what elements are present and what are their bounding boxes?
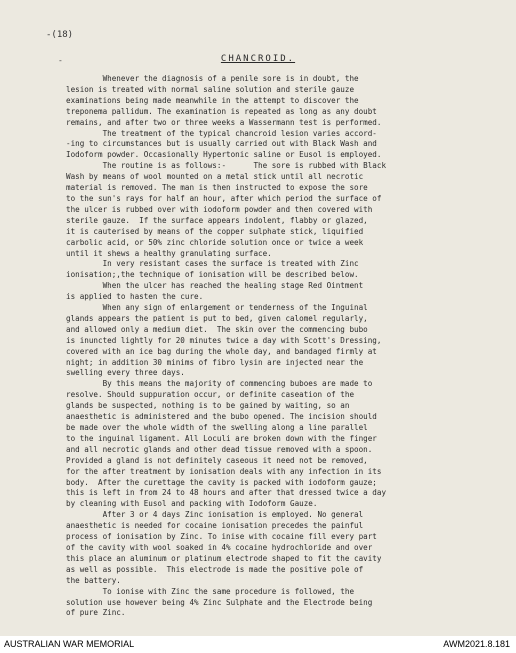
body-line: glands be suspected, nothing is to be gained by waiting, so an <box>66 401 350 411</box>
body-line: After 3 or 4 days Zinc ionisation is employed. No general <box>66 510 364 520</box>
body-line: Wash by means of wool mounted on a metal stick until all necrotic <box>66 172 364 182</box>
body-line: solution use however being 4% Zinc Sulphate and the Electrode being <box>66 597 373 607</box>
body-line: glands appears the patient is put to bed, given calomel regularly, <box>66 313 368 323</box>
body-line: To ionise with Zinc the same procedure is followed, the <box>66 586 355 596</box>
body-line: is applied to hasten the cure. <box>66 292 204 302</box>
body-line: treponema pallidum. The examination is repeated as long as any doubt <box>66 106 377 116</box>
body-line: sterile gauze. If the surface appears indolent, flabby or glazed, <box>66 215 368 225</box>
body-line: it is cauterised by means of the copper sulphate stick, liquified <box>66 226 364 236</box>
body-line: of pure Zinc. <box>66 608 126 618</box>
body-line: this is left in from 24 to 48 hours and after that dressed twice a day <box>66 488 387 498</box>
body-line: the ulcer is rubbed over with iodoform powder and then covered with <box>66 204 373 214</box>
body-line: anaesthetic is administered and the bubo opened. The incision should <box>66 412 377 422</box>
body-line: as well as possible. This electrode is made the positive pole of <box>66 564 364 574</box>
body-line: resolve. Should suppuration occur, or definite caseation of the <box>66 390 355 400</box>
body-line: The routine is as follows:- The sore is rubbed with Black <box>66 161 387 171</box>
document-body <box>66 74 486 619</box>
body-line: -ing to circumstances but is usually carried out with Black Wash and <box>66 139 377 149</box>
body-line: material is removed. The man is then instructed to expose the sore <box>66 183 368 193</box>
body-line: remains, and after two or three weeks a Wassermann test is performed. <box>66 117 382 127</box>
body-line: The treatment of the typical chancroid lesion varies accord- <box>66 128 377 138</box>
footer-accession-number: AWM2021.8.181 <box>443 639 510 649</box>
pen-mark: - <box>58 56 63 65</box>
body-line: to the inguinal ligament. All Loculi are broken down with the finger <box>66 433 377 443</box>
body-line: When the ulcer has reached the healing stage Red Ointment <box>66 281 364 291</box>
document-title: CHANCROID. <box>220 54 296 64</box>
body-line: anaesthetic is needed for cocaine ionisation precedes the painful <box>66 521 364 531</box>
body-line: lesion is treated with normal saline solution and sterile gauze <box>66 84 355 94</box>
body-line: to the sun's rays for half an hour, after which period the surface of <box>66 193 382 203</box>
body-line: covered with an ice bag during the whole day, and bandaged firmly at <box>66 346 377 356</box>
body-line: and all necrotic glands and other dead tissue removed with a spoon. <box>66 444 373 454</box>
footer-bar <box>0 636 516 653</box>
body-line: and allowed only a medium diet. The skin over the commencing bubo <box>66 324 368 334</box>
body-line: carbolic acid, or 50% zinc chloride solution once or twice a week <box>66 237 364 247</box>
body-line: of the cavity with wool soaked in 4% cocaine hydrochloride and over <box>66 542 373 552</box>
body-line: Iodoform powder. Occasionally Hypertonic saline or Eusol is employed. <box>66 150 382 160</box>
body-line: the battery. <box>66 575 121 585</box>
body-line: ionisation;,the technique of ionisation will be described below. <box>66 270 359 280</box>
body-line: by cleaning with Eusol and packing with Iodoform Gauze. <box>66 499 318 509</box>
body-line: until it shews a healthy granulating surface. <box>66 248 272 258</box>
body-line: By this means the majority of commencing buboes are made to <box>66 379 373 389</box>
body-line: is inuncted lightly for 20 minutes twice a day with Scott's Dressing, <box>66 335 382 345</box>
body-line: this place an aluminum or platinum electrode shaped to fit the cavity <box>66 553 382 563</box>
body-line: In very resistant cases the surface is treated with Zinc <box>66 259 359 269</box>
body-line: for the after treatment by ionisation deals with any infection in its <box>66 466 382 476</box>
body-line: night; in addition 30 minims of fibro lysin are injected near the <box>66 357 364 367</box>
body-line: Provided a gland is not definitely caseous it need not be removed, <box>66 455 368 465</box>
footer-institution: AUSTRALIAN WAR MEMORIAL <box>4 639 135 649</box>
body-line: be made over the whole width of the swelling along a line parallel <box>66 423 368 432</box>
body-line: swelling every three days. <box>66 368 185 378</box>
body-line: examinations being made meanwhile in the attempt to discover the <box>66 95 359 105</box>
body-line: process of ionisation by Zinc. To inise with cocaine fill every part <box>66 532 377 542</box>
body-line: Whenever the diagnosis of a penile sore is in doubt, the <box>66 74 359 83</box>
page-number: -(18) <box>46 30 74 40</box>
body-line: body. After the curettage the cavity is packed with iodoform gauze; <box>66 477 377 487</box>
body-line: When any sign of enlargement or tenderness of the Inguinal <box>66 303 368 313</box>
